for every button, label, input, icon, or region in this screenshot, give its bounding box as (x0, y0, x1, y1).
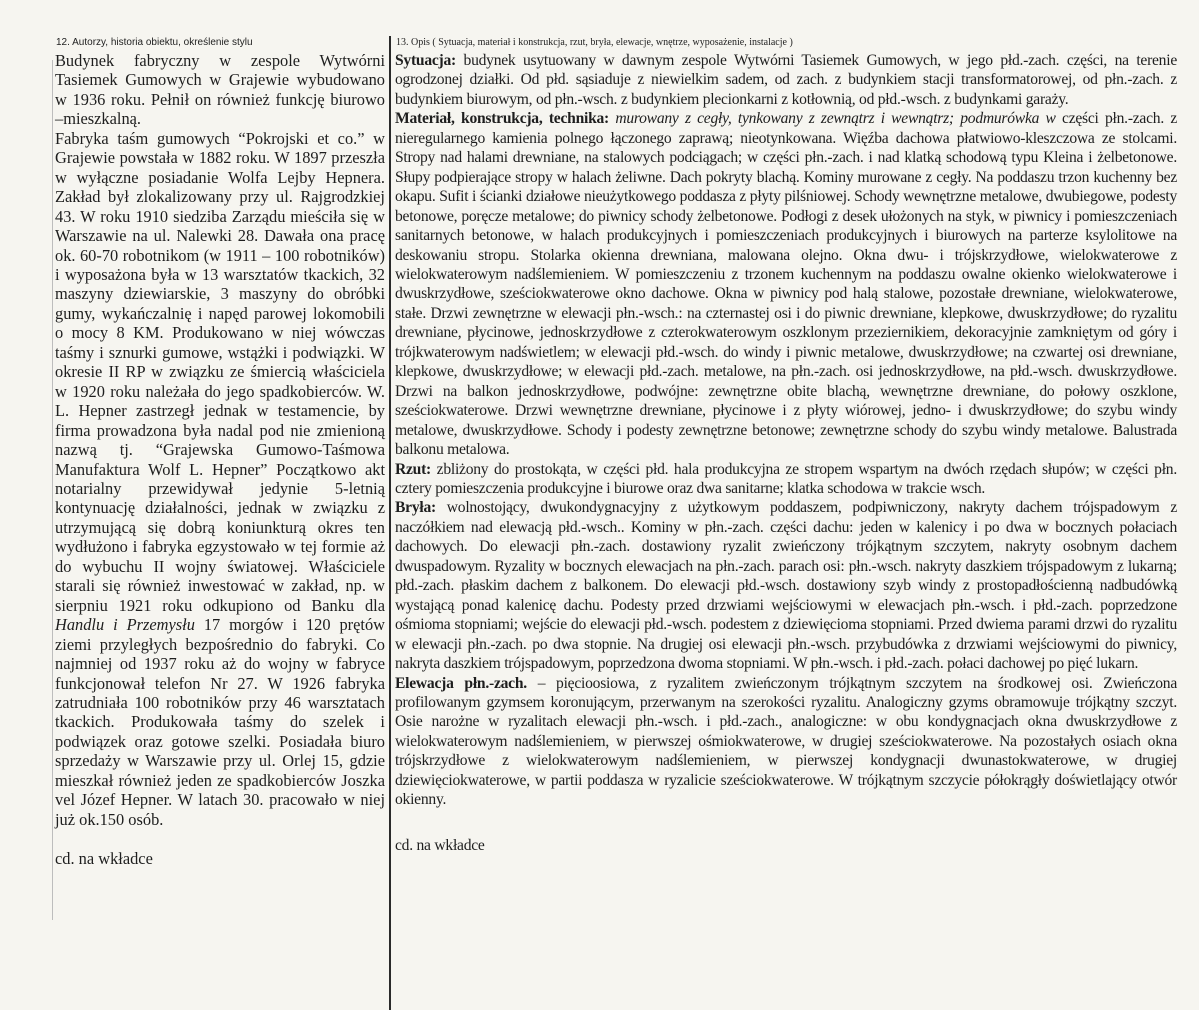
section-text: – pięcioosiowa, z ryzalitem zwieńczonym trójkątnym szczytem na środkowej osi. Zwieńczona profilowanym gzymsem koronującym, przerwanym na szerokości ryzalitu. Analogiczny gzyms obramowuje trójkątny szczyt. Osie narożne w ryzalitach elewacji płn.-wsch. i płd.-zach., analogiczne: w obu kondygnacjach okna dwuskrzydłowe z wielokwaterowym nadślemieniem, w pierwszej ośmiokwaterowe, w drugiej sześciokwaterowe. Na pozostałych osiach okna trójskrzydłowe z wielokwaterowym nadślemieniem, w pierwszej kondygnacji dwunastokwaterowe, w drugiej dziewięciokwaterowe, w partii poddasza w ryzalicie sześciokwaterowe. W trójkątnym szczycie półokrągły doświetlający otwór okienny. (395, 674, 1177, 809)
continued-note: cd. na wkładce (395, 836, 485, 854)
section-label: Elewacja płn.-zach. (395, 674, 527, 692)
handwritten-correction-text: Handlu i Przemysłu (55, 615, 195, 635)
section-rzut (395, 460, 1177, 499)
left-border-line (52, 60, 53, 920)
history-paragraph-2 (55, 129, 385, 829)
section-italic-text: murowany z cegły, tynkowany z zewnątrz i wewnątrz; podmurówka w (608, 110, 1056, 128)
history-text-b: 17 morgów i 120 prętów ziemi przyległych bezpośrednio do fabryki. Co najmniej od 1937 roku aż do wojny w fabryce funkcjonował telefon Nr 27. W 1926 fabryka zatrudniała 100 robotników przy 46 warsztatach tkackich. Produkowała taśmy do szelek i podwiązek oraz gotowe szelki. Posiadała biuro sprzedaży w Warszawie przy ul. Orlej 15, gdzie mieszkał również jeden ze spadkobierców Joszka vel Józef Hepner. W latach 30. pracowało w niej już ok.150 osób. (55, 615, 385, 829)
section-bryla (395, 498, 1177, 673)
history-text-a: Fabryka taśm gumowych “Pokrojski et co.” w Grajewie powstała w 1882 roku. W 1897 przeszła w wyłączne posiadanie Wolfa Lejby Hepnera. Zakład był zlokalizowany przy ul. Rajgrodzkiej 43. W roku 1910 siedziba Zarządu mieściła się w Warszawie na ul. Nalewki 28. Dawała ona pracę ok. 60-70 robotnikom (w 1911 – 100 robotników) i wyposażona była w 13 warsztatów tkackich, 32 maszyny dziewiarskie, 3 maszyny do obróbki gumy, wykańczalnię i napęd parowej lokomobili o mocy 8 KM. Produkowano w niej wówczas taśmy i sznurki gumowe, wstążki i podwiązki. W okresie II RP w związku ze śmiercią właściciela w 1920 roku należała do jego spadkobierców. W. L. Hepner zastrzegł jednak w testamencie, by firma prowadzona była nadal pod nie zmienioną nazwą tj. “Grajewska Gumowo-Taśmowa Manufaktura Wolf L. Hepner” Początkowo akt notarialny przewidywał jedynie 5-letnią kontynuację działalności, jednak w związku z utrzymującą się dobrą koniunkturą okres ten wydłużono i fabryka egzystowało w tej formie aż do wybuchu II wojny światowej. Właściciele starali się również inwestować w zakład, np. w sierpniu 1921 roku odkupiono od Banku dla (55, 128, 385, 615)
history-paragraph-1: Budynek fabryczny w zespole Wytwórni Tasiemek Gumowych w Grajewie wybudowano w 1936 roku. Pełnił on również funkcję biurowo –mieszkalną. (55, 51, 385, 129)
section-label: Bryła: (395, 499, 436, 517)
section-12-heading: 12. Autorzy, historia obiektu, określenie stylu (56, 37, 253, 48)
section-elewacja (395, 674, 1177, 810)
section-label: Rzut: (395, 460, 431, 478)
history-column (55, 51, 385, 869)
description-column (395, 51, 1177, 855)
section-text: budynek usytuowany w dawnym zespole Wytwórni Tasiemek Gumowych, w jego płd.-zach. części, na terenie ogrodzonej działki. Od płd. sąsiaduje z niewielkim sadem, od zach. z budynkiem stacji transformatorowej, od płn.-zach. z budynkiem biurowym, od płn.-wsch. z budynkiem plecionkarni z kotłownią, od płd.-wsch. z budynkami garaży. (395, 52, 1177, 108)
section-label: Sytuacja: (395, 52, 456, 69)
section-sytuacja (395, 51, 1177, 109)
column-divider (389, 36, 391, 1010)
section-text: wolnostojący, dwukondygnacyjny z użytkowym poddaszem, podpiwniczony, nakryty dachem trójspadowym z naczółkiem nad elewacją płd.-wsch.. Kominy w płn.-zach. części dachu: jeden w kalenicy i po dwa w bocznych połaciach dachowych. Do elewacji płn.-zach. dostawiony ryzalit zwieńczony trójkątnym szczytem, nakryty osobnym dachem dwuspadowym. Ryzality w bocznych elewacjach na płn.-zach. parach osi: płn.-wsch. nakryty daszkiem trójspadowym z lukarną; płd.-zach. płaskim dachem z balkonem. Do elewacji płd.-wsch. dostawiony szyb windy z prostopadłościenną nadbudówką wystającą ponad kalenicę dachu. Podesty przed drzwiami wejściowymi w elewacjach płn.-wsch. i płd.-zach. poprzedzone ośmioma stopniami; wejście do elewacji płd.-wsch. podestem z dziewięcioma stopniami. Przed dwiema parami drzwi do ryzalitu w elewacji płn.-zach. po dwa stopnie. Na drugiej osi elewacji płn.-wsch. przybudówka z drzwiami wejściowymi do piwnicy, nakryta daszkiem trójspadowym, poprzedzona dwoma stopniami. W płn.-wsch. i płd.-zach. połaci dachowej po pięć lukarn. (395, 499, 1177, 673)
section-label: Materiał, konstrukcja, technika: (395, 110, 609, 128)
section-material (395, 109, 1177, 459)
section-13-heading: 13. Opis ( Sytuacja, materiał i konstrukcja, rzut, bryła, elewacje, wnętrze, wyposażenie, instalacje ) (396, 37, 793, 48)
section-text: zbliżony do prostokąta, w części płd. hala produkcyjna ze stropem wspartym na dwóch rzędach słupów; w części płn. cztery pomieszczenia produkcyjne i biurowe oraz dwa sanitarne; klatka schodowa w trakcie wsch. (395, 460, 1177, 497)
continued-note: cd. na wkładce (55, 849, 153, 869)
section-text: części płn.-zach. z nieregularnego kamienia polnego łączonego zaprawą; nieotynkowana. Więźba dachowa płatwiowo-kleszczowa ze stolcami. Stropy nad halami drewniane, na stalowych podciągach; w części płn.-zach. i nad klatką schodową typu Kleina i żelbetonowe. Słupy podpierające stropy w halach żeliwne. Dach pokryty blachą. Kominy murowane z cegły. Na poddaszu trzon kuchenny bez okapu. Sufit i ścianki działowe nieużytkowego poddasza z płyty pilśniowej. Schody wewnętrzne metalowe, dwubiegowe, podesty betonowe, poręcze metalowe; do piwnicy schody żelbetonowe. Podłogi z desek ułożonych na styk, w piwnicy i pomieszczeniach sanitarnych betonowe, w halach produkcyjnych i pomieszczeniach produkcyjnych i biurowych na parterze ksylolitowe na deskowaniu stropu. Stolarka okienna drewniana, malowana olejno. Okna dwu- i trójskrzydłowe, wielokwaterowe z wielokwaterowym nadślemieniem. W pomieszczeniu z trzonem kuchennym na poddaszu owalne okienko wielokwaterowe i dwuskrzydłowe, sześciokwaterowe okno dachowe. Okna w piwnicy pod halą stalowe, pozostałe drewniane, wielokwaterowe, stałe. Drzwi zewnętrzne w elewacji płn.-wsch.: na czternastej osi i do piwnic drewniane, klepkowe, dwuskrzydłowe; do ryzalitu drewniane, płycinowe, jednoskrzydłowe z czterokwaterowym oszklonym przeziernikiem, dekoracyjnie zamkniętym od góry i trójkwaterowym nadświetlem; w elewacji płd.-wsch. do windy i piwnic metalowe, dwuskrzydłowe; na czwartej osi drewniane, klepkowe, dwuskrzydłowe; w elewacji płd.-zach. metalowe, na płn.-zach. osi jednoskrzydłowe, na płd.-wsch. dwuskrzydłowe. Drzwi na balkon jednoskrzydłowe, podwójne: zewnętrzne obite blachą, wewnętrzne drewniane, do połowy oszklone, sześciokwaterowe. Drzwi wewnętrzne drewniane, płycinowe i z płyty wiórowej, jedno- i dwuskrzydłowe; do szybu windy metalowe, dwuskrzydłowe. Schody i podesty zewnętrzne betonowe; zewnętrzne schody do szybu windy metalowe. Balustrada balkonu metalowa. (395, 110, 1177, 459)
